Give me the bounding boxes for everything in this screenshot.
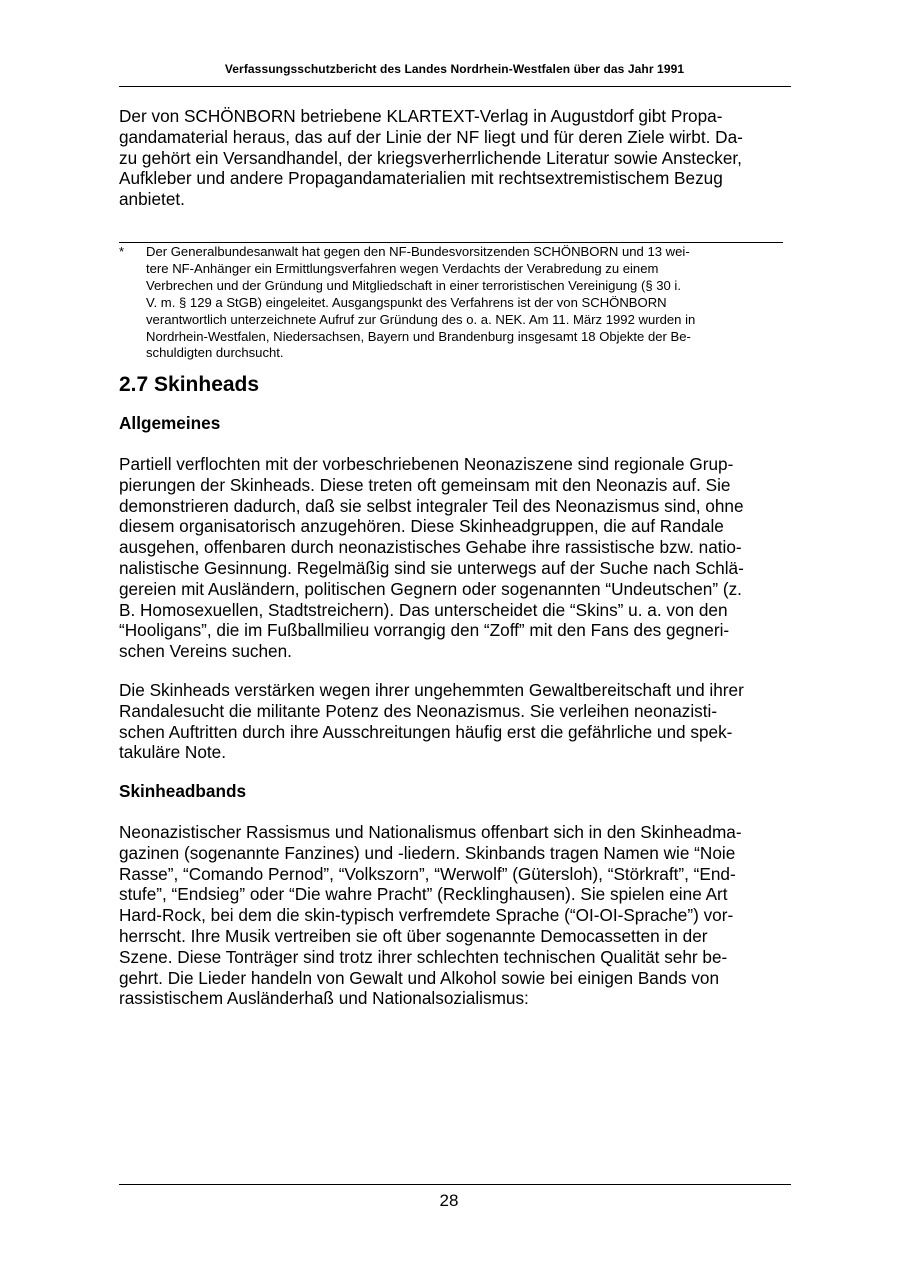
header-rule	[119, 86, 791, 87]
intro-paragraph	[119, 106, 791, 210]
text-line: schen Auftritten durch ihre Ausschreitungen häufig erst die gefährliche und spek-	[119, 721, 733, 742]
footnote-marker: *	[119, 244, 125, 259]
paragraph-skinheadbands-1	[119, 822, 791, 1009]
text-line: nalistische Gesinnung. Regelmäßig sind sie unterwegs auf der Suche nach Schlä-	[119, 557, 744, 578]
footnote-rule	[119, 242, 783, 243]
text-line: gandamaterial heraus, das auf der Linie der NF liegt und für deren Ziele wirbt. Da-	[119, 126, 743, 147]
text-line: gazinen (sogenannte Fanzines) und -liedern. Skinbands tragen Namen wie “Noie	[119, 842, 736, 863]
text-line: anbietet.	[119, 189, 185, 210]
footnote-text	[146, 244, 786, 362]
text-line: Hard-Rock, bei dem die skin-typisch verfremdete Sprache (“OI-OI-Sprache”) vor-	[119, 905, 734, 926]
text-line: rassistischem Ausländerhaß und Nationalsozialismus:	[119, 988, 529, 1009]
subheading-allgemeines: Allgemeines	[119, 413, 221, 433]
text-line: gereien mit Ausländern, politischen Gegnern oder sogenannten “Undeutschen” (z.	[119, 578, 742, 599]
text-line: pierungen der Skinheads. Diese treten oft gemeinsam mit den Neonazis auf. Sie	[119, 474, 731, 495]
section-heading: 2.7 Skinheads	[119, 373, 260, 396]
footnote-line: verantwortlich unterzeichnete Aufruf zur Gründung des o. a. NEK. Am 11. März 1992 wurden in	[146, 311, 696, 327]
subheading-skinheadbands: Skinheadbands	[119, 781, 247, 801]
text-line: Die Skinheads verstärken wegen ihrer ungehemmten Gewaltbereitschaft und ihrer	[119, 680, 744, 700]
text-line: “Hooligans”, die im Fußballmilieu vorrangig den “Zoff” mit den Fans des gegneri-	[119, 620, 730, 641]
paragraph-allgemeines-2	[119, 680, 791, 763]
text-line: Rasse”, “Comando Pernod”, “Volkszorn”, “Werwolf” (Gütersloh), “Störkraft”, “End-	[119, 863, 736, 884]
text-line: Aufkleber und andere Propagandamaterialien mit rechtsextremistischem Bezug	[119, 168, 723, 189]
text-line: Der von SCHÖNBORN betriebene KLARTEXT-Verlag in Augustdorf gibt Propa-	[119, 106, 723, 126]
text-line: diesem organisatorisch anzugehören. Diese Skinheadgruppen, die auf Randale	[119, 516, 724, 537]
paragraph-allgemeines-1	[119, 454, 791, 662]
text-line: demonstrieren dadurch, daß sie selbst integraler Teil des Neonazismus sind, ohne	[119, 495, 744, 516]
text-line: Partiell verflochten mit der vorbeschriebenen Neonaziszene sind regionale Grup-	[119, 454, 734, 474]
text-line: zu gehört ein Versandhandel, der kriegsverherrlichende Literatur sowie Anstecker,	[119, 147, 742, 168]
text-line: stufe”, “Endsieg” oder “Die wahre Pracht” (Recklinghausen). Sie spielen eine Art	[119, 884, 728, 905]
footnote-line: schuldigten durchsucht.	[146, 345, 284, 361]
footnote-line: tere NF-Anhänger ein Ermittlungsverfahren wegen Verdachts der Verabredung zu einem	[146, 260, 659, 276]
text-line: schen Vereins suchen.	[119, 641, 292, 662]
footnote-line: Nordrhein-Westfalen, Niedersachsen, Bayern und Brandenburg insgesamt 18 Objekte der Be-	[146, 328, 691, 344]
footer-rule	[119, 1184, 791, 1185]
text-line: ausgehen, offenbaren durch neonazistisches Gehabe ihre rassistische bzw. natio-	[119, 537, 742, 558]
footnote-line: Der Generalbundesanwalt hat gegen den NF-Bundesvorsitzenden SCHÖNBORN und 13 wei-	[146, 244, 690, 259]
text-line: Szene. Diese Tonträger sind trotz ihrer schlechten technischen Qualität sehr be-	[119, 946, 728, 967]
text-line: gehrt. Die Lieder handeln von Gewalt und Alkohol sowie bei einigen Bands von	[119, 967, 720, 988]
footnote-line: Verbrechen und der Gründung und Mitgliedschaft in einer terroristischen Vereinigung (§ 30 i.	[146, 277, 681, 293]
text-line: Neonazistischer Rassismus und Nationalismus offenbart sich in den Skinheadma-	[119, 822, 742, 842]
text-line: takuläre Note.	[119, 742, 227, 763]
text-line: herrscht. Ihre Musik vertreiben sie oft über sogenannte Democassetten in der	[119, 925, 708, 946]
footnote-line: V. m. § 129 a StGB) eingeleitet. Ausgangspunkt des Verfahrens ist der von SCHÖNBORN	[146, 294, 667, 310]
text-line: B. Homosexuellen, Stadtstreichern). Das unterscheidet die “Skins” u. a. von den	[119, 599, 728, 620]
page-number: 28	[439, 1191, 459, 1210]
running-header: Verfassungsschutzbericht des Landes Nordrhein-Westfalen über das Jahr 1991	[224, 62, 685, 76]
text-line: Randalesucht die militante Potenz des Neonazismus. Sie verleihen neonazisti-	[119, 700, 718, 721]
